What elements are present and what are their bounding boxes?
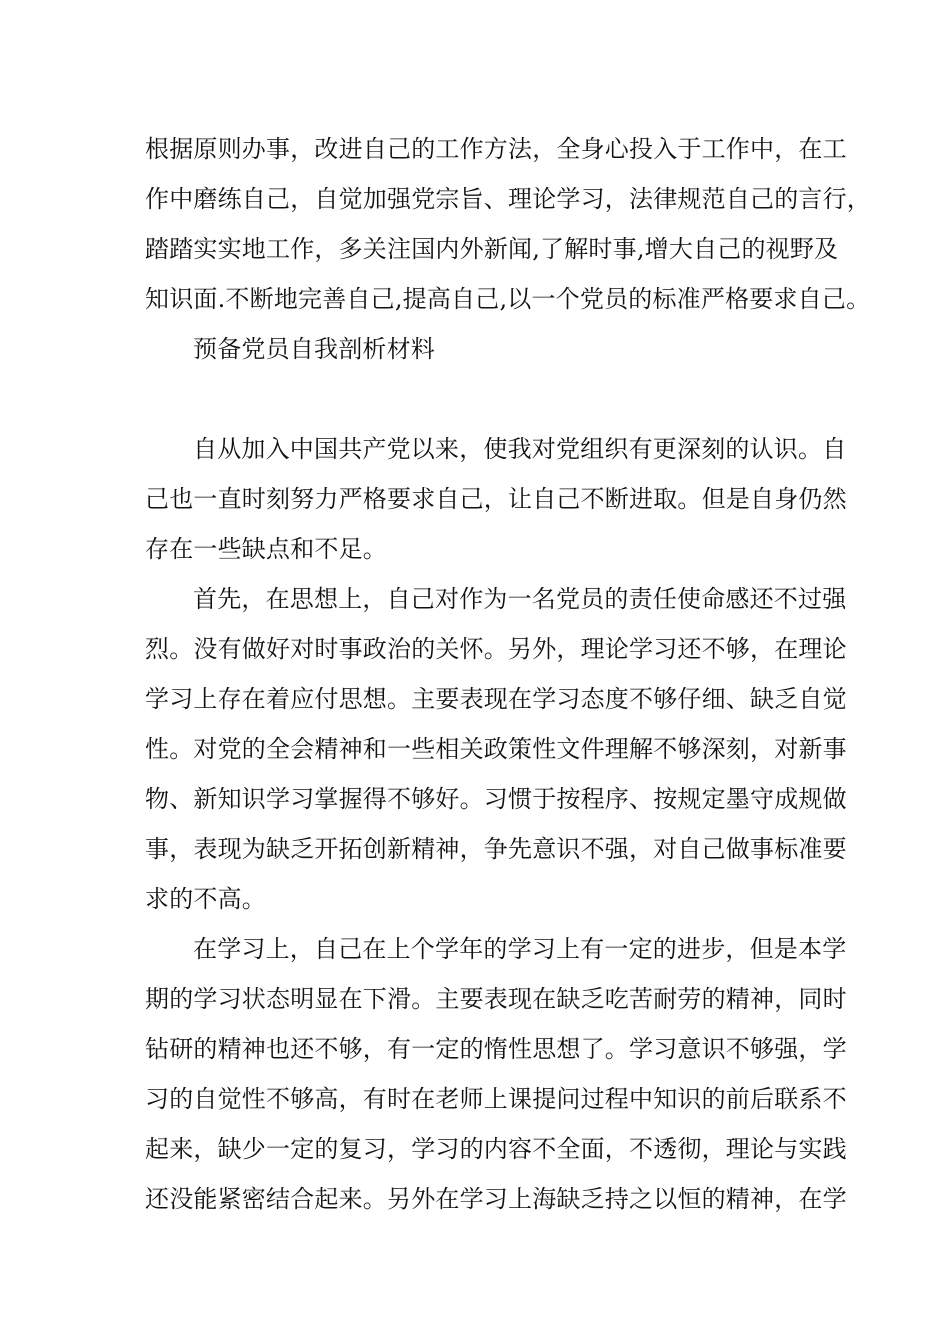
text-line: 还没能紧密结合起来。另外在学习上海缺乏持之以恒的精神，在学 (145, 1185, 847, 1213)
paragraph-3 (145, 924, 847, 1224)
text-line: 根据原则办事，改进自己的工作方法，全身心投入于工作中，在工 (145, 135, 847, 163)
text-line: 习的自觉性不够高，有时在老师上课提问过程中知识的前后联系不 (145, 1085, 847, 1113)
text-line: 存在一些缺点和不足。 (145, 535, 387, 563)
text-line: 物、新知识学习掌握得不够好。习惯于按程序、按规定墨守成规做 (145, 785, 847, 813)
blank-line (145, 374, 815, 424)
section-heading: 预备党员自我剖析材料 (193, 335, 435, 363)
text-line: 起来，缺少一定的复习，学习的内容不全面，不透彻，理论与实践 (145, 1135, 847, 1163)
text-line: 求的不高。 (145, 885, 266, 913)
text-line: 首先，在思想上，自己对作为一名党员的责任使命感还不过强 (193, 585, 847, 613)
text-line: 期的学习状态明显在下滑。主要表现在缺乏吃苦耐劳的精神，同时 (145, 985, 847, 1013)
text-line: 钻研的精神也还不够，有一定的惰性思想了。学习意识不够强，学 (145, 1035, 847, 1063)
text-line: 在学习上，自己在上个学年的学习上有一定的进步，但是本学 (193, 935, 847, 963)
document-body (145, 124, 871, 1224)
paragraph-intro (145, 124, 871, 324)
paragraph-1 (145, 424, 847, 574)
paragraph-2 (145, 574, 847, 924)
text-line: 踏踏实实地工作，多关注国内外新闻,了解时事,增大自己的视野及 (145, 235, 839, 263)
text-line: 性。对党的全会精神和一些相关政策性文件理解不够深刻，对新事 (145, 735, 847, 763)
text-line: 己也一直时刻努力严格要求自己，让自己不断进取。但是自身仍然 (145, 485, 847, 513)
text-line: 自从加入中国共产党以来，使我对党组织有更深刻的认识。自 (193, 435, 847, 463)
text-line: 烈。没有做好对时事政治的关怀。另外，理论学习还不够，在理论 (145, 635, 847, 663)
text-line: 事，表现为缺乏开拓创新精神，争先意识不强，对自己做事标准要 (145, 835, 847, 863)
text-line: 知识面.不断地完善自己,提高自己,以一个党员的标准严格要求自己。 (145, 285, 871, 313)
text-line: 学习上存在着应付思想。主要表现在学习态度不够仔细、缺乏自觉 (145, 685, 847, 713)
text-line: 作中磨练自己，自觉加强党宗旨、理论学习，法律规范自己的言行， (145, 185, 871, 213)
